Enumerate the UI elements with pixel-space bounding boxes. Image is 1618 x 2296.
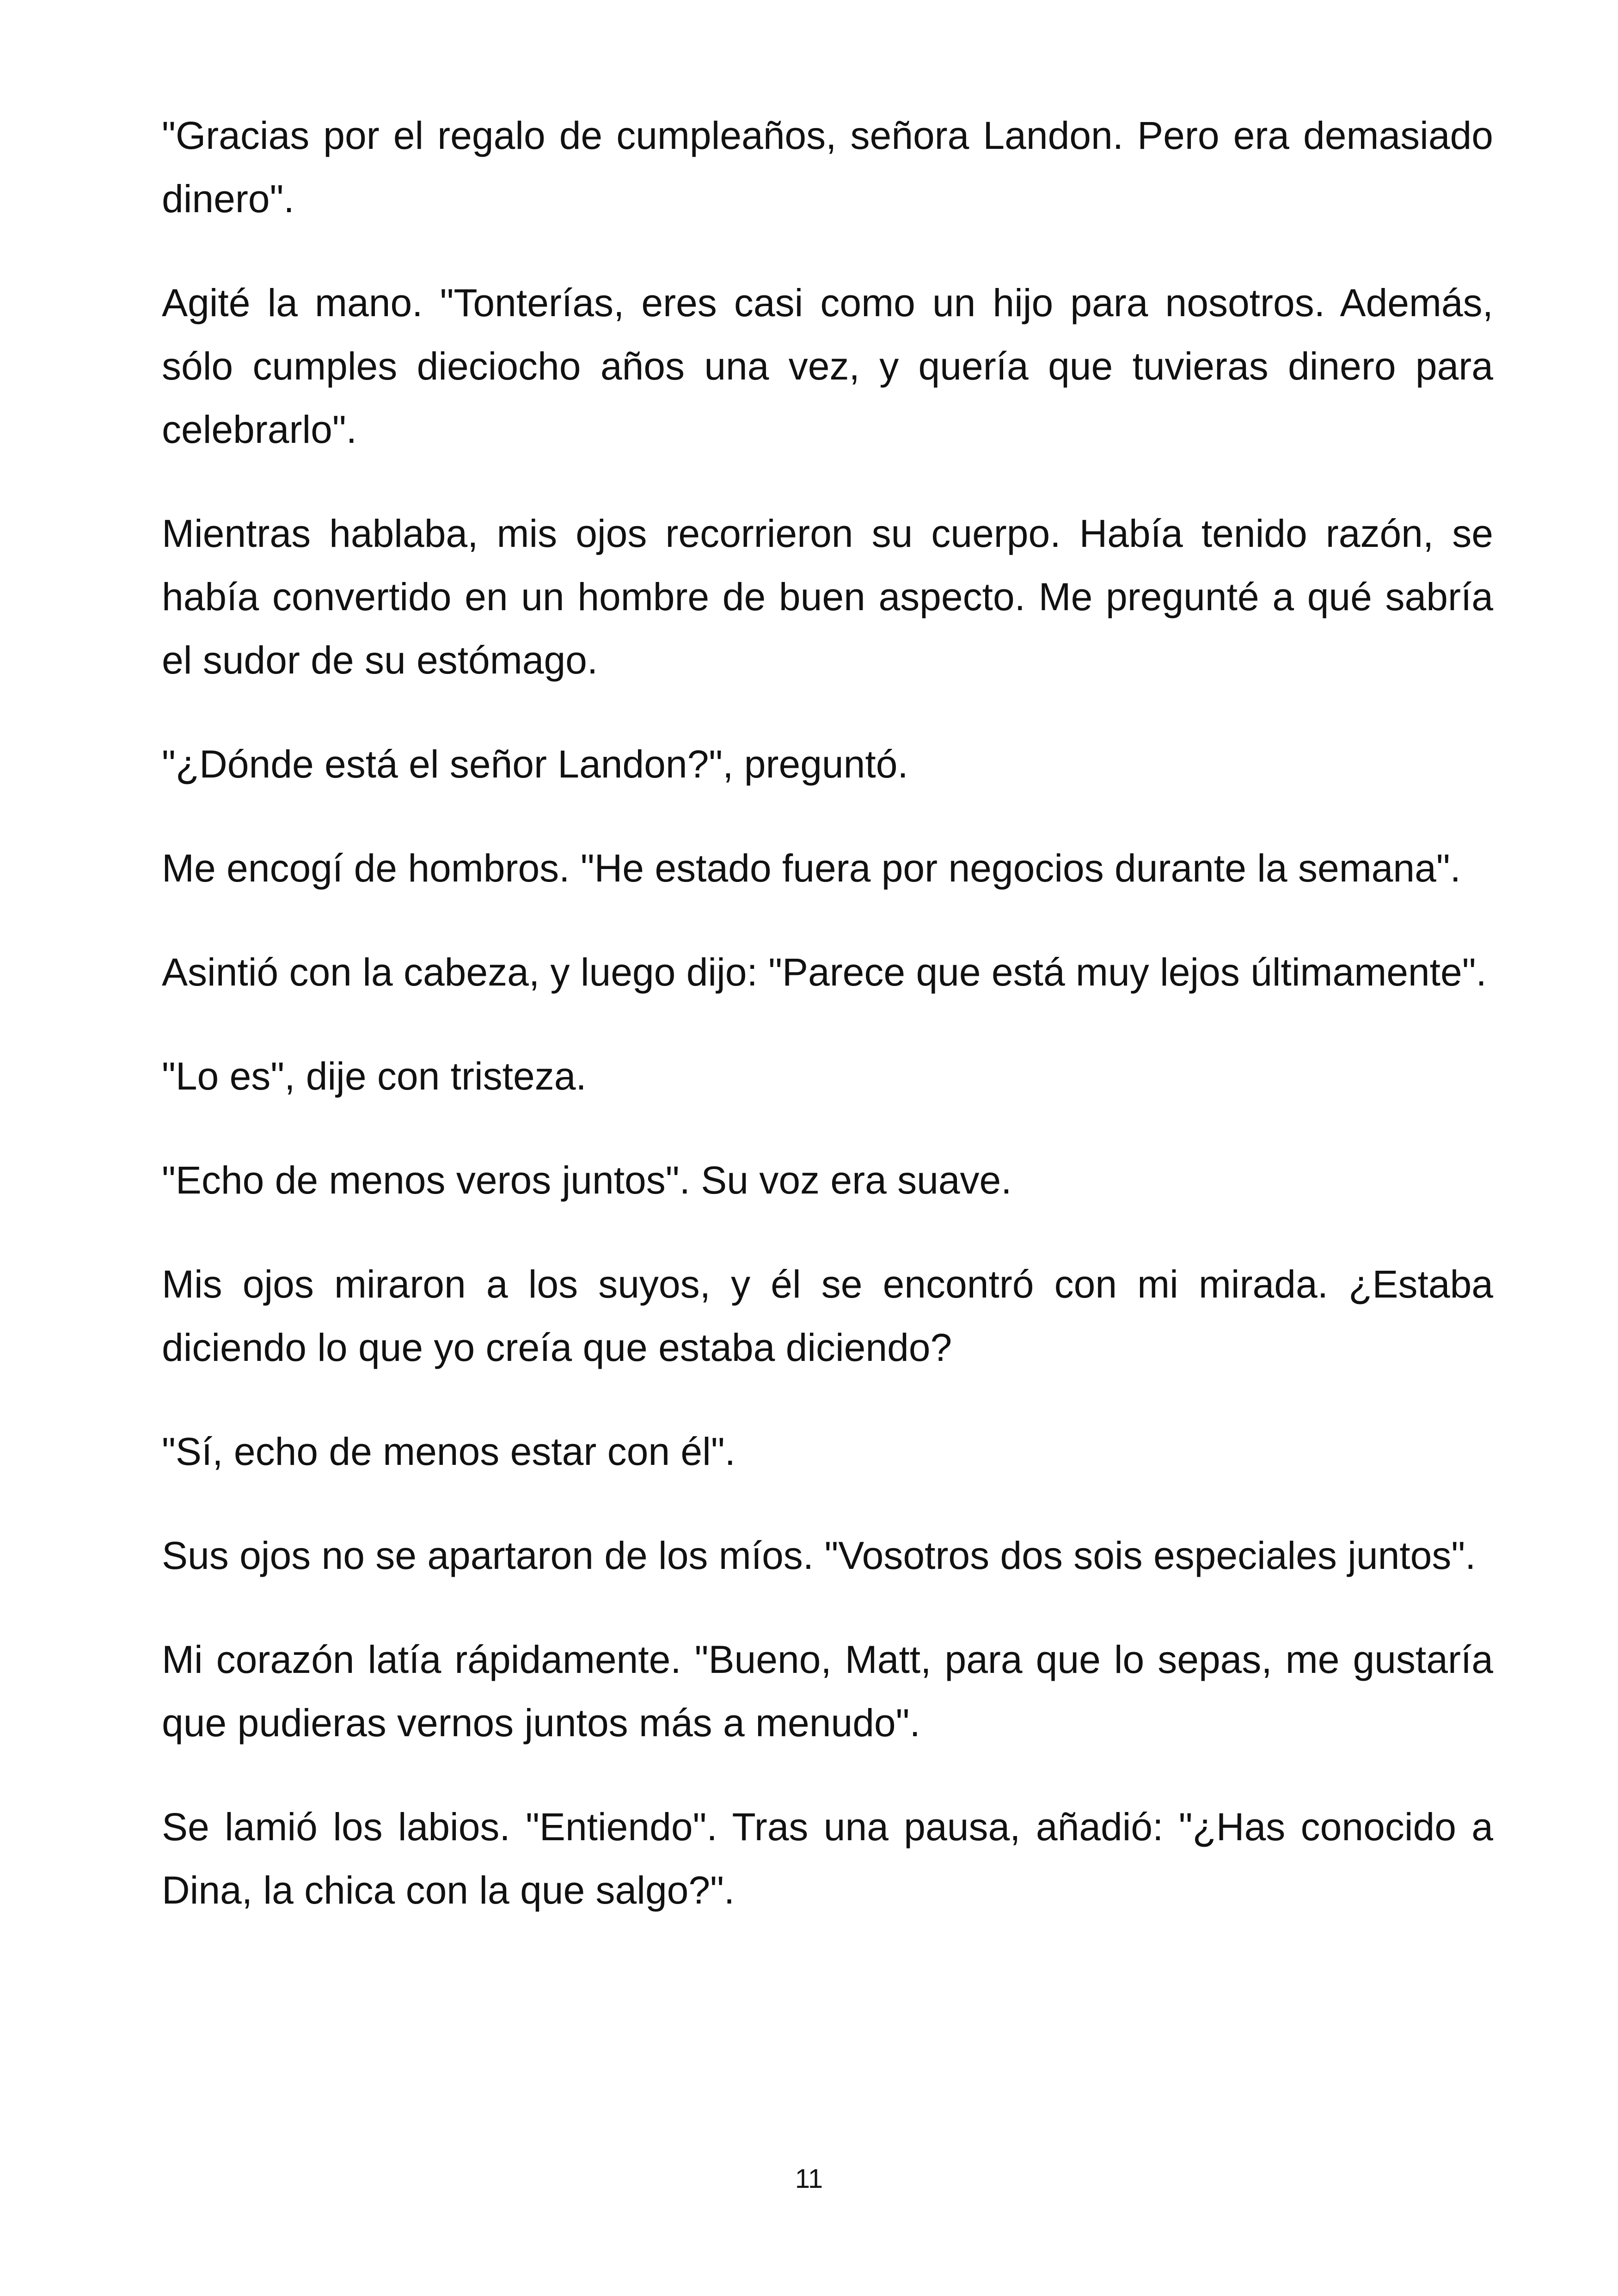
paragraph: Agité la mano. "Tonterías, eres casi como un hijo para nosotros. Además, sólo cumples dieciocho años una vez, y quería que tuvieras dinero para celebrarlo". <box>162 281 1493 451</box>
paragraph: Sus ojos no se apartaron de los míos. "Vosotros dos sois especiales juntos". <box>162 1534 1476 1577</box>
paragraph: Mientras hablaba, mis ojos recorrieron su cuerpo. Había tenido razón, se había convertido en un hombre de buen aspecto. Me pregunté a qué sabría el sudor de su estómago. <box>162 512 1493 682</box>
paragraph: Se lamió los labios. "Entiendo". Tras una pausa, añadió: "¿Has conocido a Dina, la chica con la que salgo?". <box>162 1805 1493 1912</box>
paragraph: Mi corazón latía rápidamente. "Bueno, Matt, para que lo sepas, me gustaría que pudieras vernos juntos más a menudo". <box>162 1638 1493 1745</box>
paragraph: "¿Dónde está el señor Landon?", preguntó. <box>162 742 908 786</box>
paragraph: "Echo de menos veros juntos". Su voz era suave. <box>162 1158 1012 1202</box>
paragraph: Asintió con la cabeza, y luego dijo: "Parece que está muy lejos últimamente". <box>162 950 1487 994</box>
paragraph: Mis ojos miraron a los suyos, y él se encontró con mi mirada. ¿Estaba diciendo lo que yo creía que estaba diciendo? <box>162 1262 1493 1369</box>
page-number: 11 <box>795 2164 823 2194</box>
paragraph: "Sí, echo de menos estar con él". <box>162 1430 735 1473</box>
body-text <box>162 104 1493 1963</box>
paragraph: "Gracias por el regalo de cumpleaños, señora Landon. Pero era demasiado dinero". <box>162 114 1493 220</box>
paragraph: "Lo es", dije con tristeza. <box>162 1054 587 1098</box>
paragraph: Me encogí de hombros. "He estado fuera por negocios durante la semana". <box>162 846 1461 890</box>
